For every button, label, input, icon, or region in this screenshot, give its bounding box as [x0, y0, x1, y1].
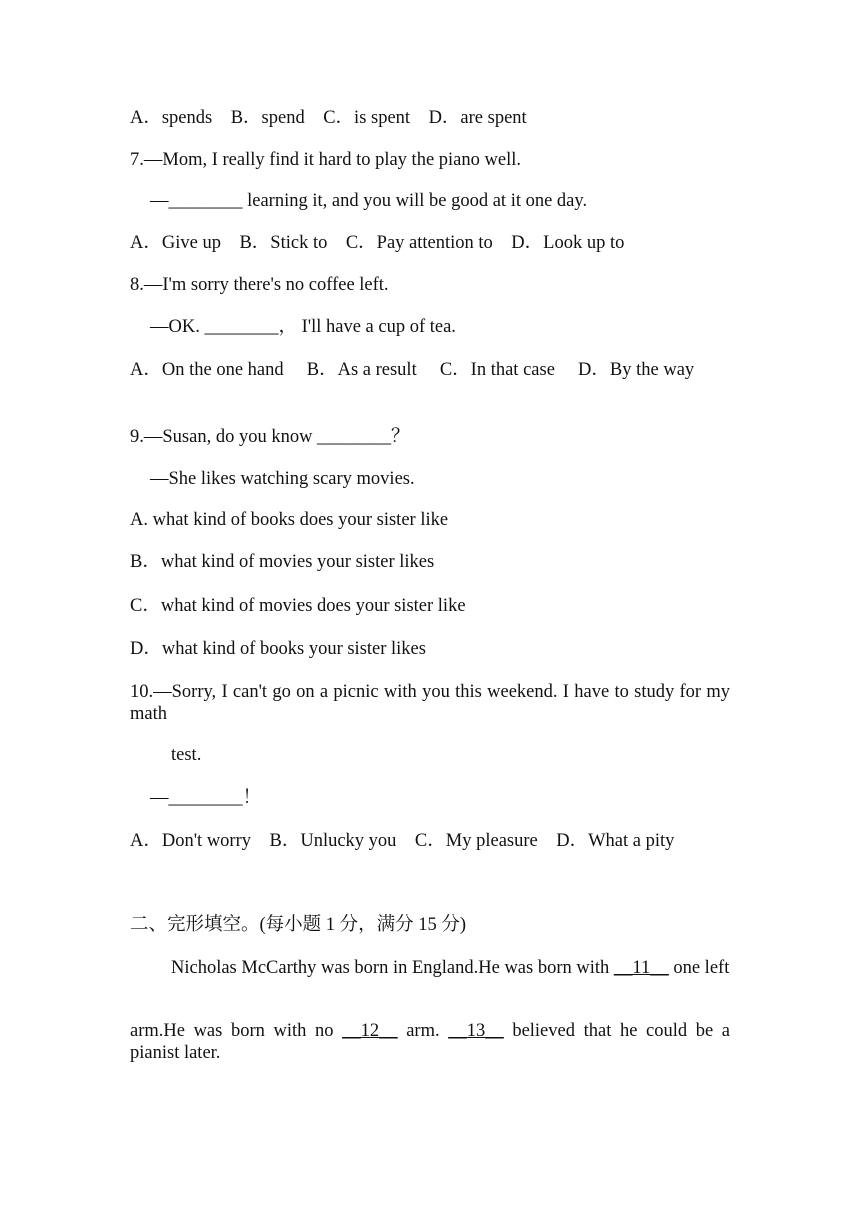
q10-reply: —________！	[150, 788, 262, 808]
q9-reply: —She likes watching scary movies.	[150, 469, 415, 489]
blank-11: __11__	[613, 958, 669, 978]
q7-options: A．Give up B．Stick to C．Pay attention to D．Look up to	[130, 233, 625, 253]
blank-13: __13__	[448, 1021, 504, 1041]
q8-reply: —OK. ________， I'll have a cup of tea.	[150, 317, 456, 337]
passage-text: arm.	[397, 1021, 449, 1041]
passage-line-1	[130, 957, 730, 979]
q10-stem-continued: test.	[171, 745, 202, 765]
q9-option-a: A. what kind of books does your sister like	[130, 510, 449, 530]
q7-reply: —________ learning it, and you will be good at it one day.	[150, 191, 588, 211]
passage-text: Nicholas McCarthy was born in England.He was born with	[171, 958, 614, 978]
passage-line-2	[130, 1020, 730, 1064]
q8-stem: 8.—I'm sorry there's no coffee left.	[130, 275, 389, 295]
q9-option-d: D．what kind of books your sister likes	[130, 639, 426, 659]
blank-12: __12__	[342, 1021, 398, 1041]
q10-options: A．Don't worry B．Unlucky you C．My pleasure D．What a pity	[130, 831, 675, 851]
passage-text: arm.He was born with no	[130, 1021, 343, 1041]
section-heading: 二、完形填空。(每小题 1 分，满分 15 分)	[130, 915, 467, 935]
q10-stem: 10.—Sorry, I can't go on a picnic with you this weekend. I have to study for my math	[130, 682, 730, 724]
q8-options: A．On the one hand B．As a result C．In that case D．By the way	[130, 360, 695, 380]
q9-stem: 9.—Susan, do you know ________？	[130, 427, 410, 447]
passage-text: believed that he could be a pianist later.	[130, 1021, 731, 1063]
q9-option-b: B．what kind of movies your sister likes	[130, 552, 435, 572]
passage-text: one left	[668, 958, 730, 978]
q6-options: A．spends B．spend C．is spent D．are spent	[130, 108, 527, 128]
q7-stem: 7.—Mom, I really find it hard to play the piano well.	[130, 150, 521, 170]
q9-option-c: C．what kind of movies does your sister like	[130, 596, 466, 616]
